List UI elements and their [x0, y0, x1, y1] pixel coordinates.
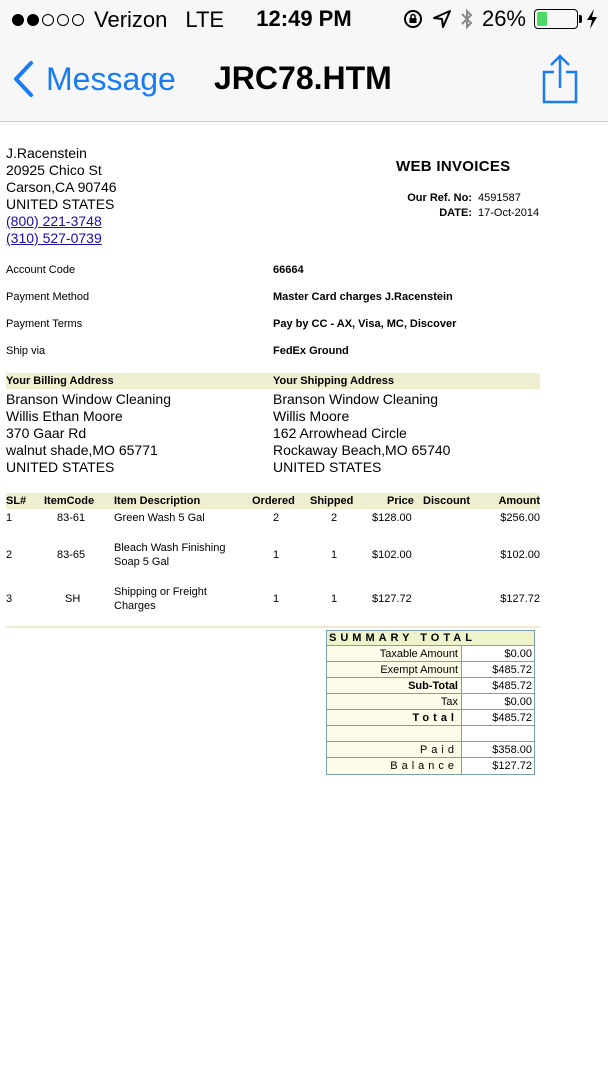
ref-label: Our Ref. No: — [407, 192, 472, 204]
summary-row-paid — [327, 742, 534, 758]
navigation-bar — [0, 40, 608, 122]
shipping-line: Branson Window Cleaning — [273, 391, 438, 407]
shipping-line: 162 Arrowhead Circle — [273, 425, 407, 441]
billing-line: Branson Window Cleaning — [6, 391, 171, 407]
summary-row-tax — [327, 694, 534, 710]
column-header: Ordered — [252, 495, 295, 507]
phone-link-1[interactable]: (800) 221-3748 — [6, 213, 102, 229]
info-label: Ship via — [6, 345, 46, 357]
cell-amount: $256.00 — [500, 512, 540, 524]
table-row — [6, 511, 540, 539]
cell-price: $128.00 — [372, 512, 412, 524]
rotation-lock-icon — [402, 8, 424, 30]
chevron-left-icon — [12, 60, 34, 98]
column-header: Item Description — [114, 495, 201, 507]
charging-bolt-icon — [586, 9, 598, 29]
info-value: Master Card charges J.Racenstein — [273, 291, 453, 303]
carrier-name: Verizon — [94, 7, 168, 32]
summary-value: $0.00 — [504, 648, 532, 660]
cell-ordered: 2 — [273, 512, 280, 524]
summary-title: SUMMARY TOTAL — [327, 631, 534, 646]
shipping-line: Rockaway Beach,MO 65740 — [273, 442, 451, 458]
summary-label: Exempt Amount — [327, 662, 462, 677]
summary-value-empty — [462, 726, 534, 741]
column-header: Discount — [423, 495, 471, 507]
summary-value: $358.00 — [492, 744, 532, 756]
share-icon — [540, 54, 580, 104]
battery-icon — [534, 9, 578, 29]
info-value: 66664 — [273, 264, 304, 276]
ref-value: 4591587 — [478, 192, 521, 204]
summary-value: $485.72 — [492, 680, 532, 692]
sender-street: 20925 Chico St — [6, 162, 102, 178]
cell-ordered: 1 — [273, 549, 280, 561]
column-header: Shipped — [310, 495, 354, 507]
cell-shipped: 1 — [331, 549, 338, 561]
sender-country: UNITED STATES — [6, 196, 115, 212]
billing-line: walnut shade,MO 65771 — [6, 442, 158, 458]
summary-row-total — [327, 710, 534, 726]
invoice-document — [0, 123, 608, 1080]
cell-ordered: 1 — [273, 593, 280, 605]
bluetooth-icon — [460, 8, 474, 30]
summary-value: $0.00 — [504, 696, 532, 708]
cell-amount: $127.72 — [500, 593, 540, 605]
info-value: Pay by CC - AX, Visa, MC, Discover — [273, 318, 457, 330]
share-button[interactable] — [540, 54, 580, 109]
date-value: 17-Oct-2014 — [478, 207, 540, 219]
summary-label: Sub-Total — [327, 678, 462, 693]
summary-value: $485.72 — [492, 664, 532, 676]
cell-price: $102.00 — [372, 549, 412, 561]
billing-line: UNITED STATES — [6, 459, 115, 475]
shipping-heading: Your Shipping Address — [273, 375, 395, 387]
info-label: Account Code — [6, 264, 76, 276]
cell-sl: 1 — [6, 512, 13, 524]
column-header: Price — [387, 495, 414, 507]
cell-shipped: 2 — [331, 512, 338, 524]
summary-row-exempt — [327, 662, 534, 678]
sender-city: Carson,CA 90746 — [6, 179, 117, 195]
table-row — [6, 585, 540, 625]
column-header: Amount — [498, 495, 540, 507]
shipping-line: UNITED STATES — [273, 459, 382, 475]
address-header — [6, 373, 540, 389]
info-label: Payment Method — [6, 291, 90, 303]
cell-shipped: 1 — [331, 593, 338, 605]
info-label: Payment Terms — [6, 318, 83, 330]
cell-description: Bleach Wash Finishing — [114, 542, 226, 554]
cell-description-cont: Charges — [114, 600, 156, 612]
status-bar — [0, 0, 608, 40]
summary-value: $485.72 — [492, 712, 532, 724]
cell-code: 83-65 — [57, 549, 86, 561]
cell-amount: $102.00 — [500, 549, 540, 561]
invoice-heading: WEB INVOICES — [396, 158, 511, 175]
page-title: JRC78.HTM — [214, 60, 392, 96]
phone-link-2[interactable]: (310) 527-0739 — [6, 230, 102, 246]
shipping-line: Willis Moore — [273, 408, 350, 424]
summary-label: Total — [327, 710, 462, 725]
table-row — [6, 541, 540, 581]
cell-description-cont: Soap 5 Gal — [114, 556, 170, 568]
date-label: DATE: — [439, 207, 472, 219]
back-button-label: Message — [46, 60, 176, 97]
info-value: FedEx Ground — [273, 345, 349, 357]
summary-row-balance — [327, 758, 534, 774]
cell-code: SH — [65, 593, 81, 605]
back-button[interactable] — [12, 60, 176, 98]
network-type: LTE — [185, 7, 225, 32]
summary-label: Paid — [327, 742, 462, 757]
battery-percentage: 26% — [481, 6, 526, 31]
summary-value: $127.72 — [492, 760, 532, 772]
summary-label: Balance — [327, 758, 462, 774]
summary-total-box — [326, 630, 535, 775]
cell-description: Green Wash 5 Gal — [114, 512, 205, 524]
billing-line: 370 Gaar Rd — [6, 425, 87, 441]
cell-description: Shipping or Freight — [114, 586, 207, 598]
reference-info — [390, 191, 539, 221]
sender-name: J.Racenstein — [6, 145, 87, 161]
cell-price: $127.72 — [372, 593, 412, 605]
summary-label: Tax — [327, 694, 462, 709]
summary-row-empty — [327, 726, 534, 742]
summary-label: Taxable Amount — [327, 646, 462, 661]
items-table-header — [6, 493, 540, 509]
cell-sl: 3 — [6, 593, 13, 605]
summary-label-empty — [327, 726, 462, 741]
sender-address — [6, 145, 117, 247]
column-header: ItemCode — [44, 495, 95, 507]
billing-line: Willis Ethan Moore — [6, 408, 123, 424]
shipping-address — [273, 391, 450, 476]
cell-code: 83-61 — [57, 512, 86, 524]
summary-row-subtotal — [327, 678, 534, 694]
billing-address — [6, 391, 171, 476]
summary-row-taxable — [327, 646, 534, 662]
location-arrow-icon — [432, 9, 452, 29]
billing-heading: Your Billing Address — [6, 375, 114, 387]
column-header: SL# — [6, 495, 27, 507]
divider — [6, 626, 540, 628]
cell-sl: 2 — [6, 549, 13, 561]
status-time: 12:49 PM — [256, 6, 352, 31]
